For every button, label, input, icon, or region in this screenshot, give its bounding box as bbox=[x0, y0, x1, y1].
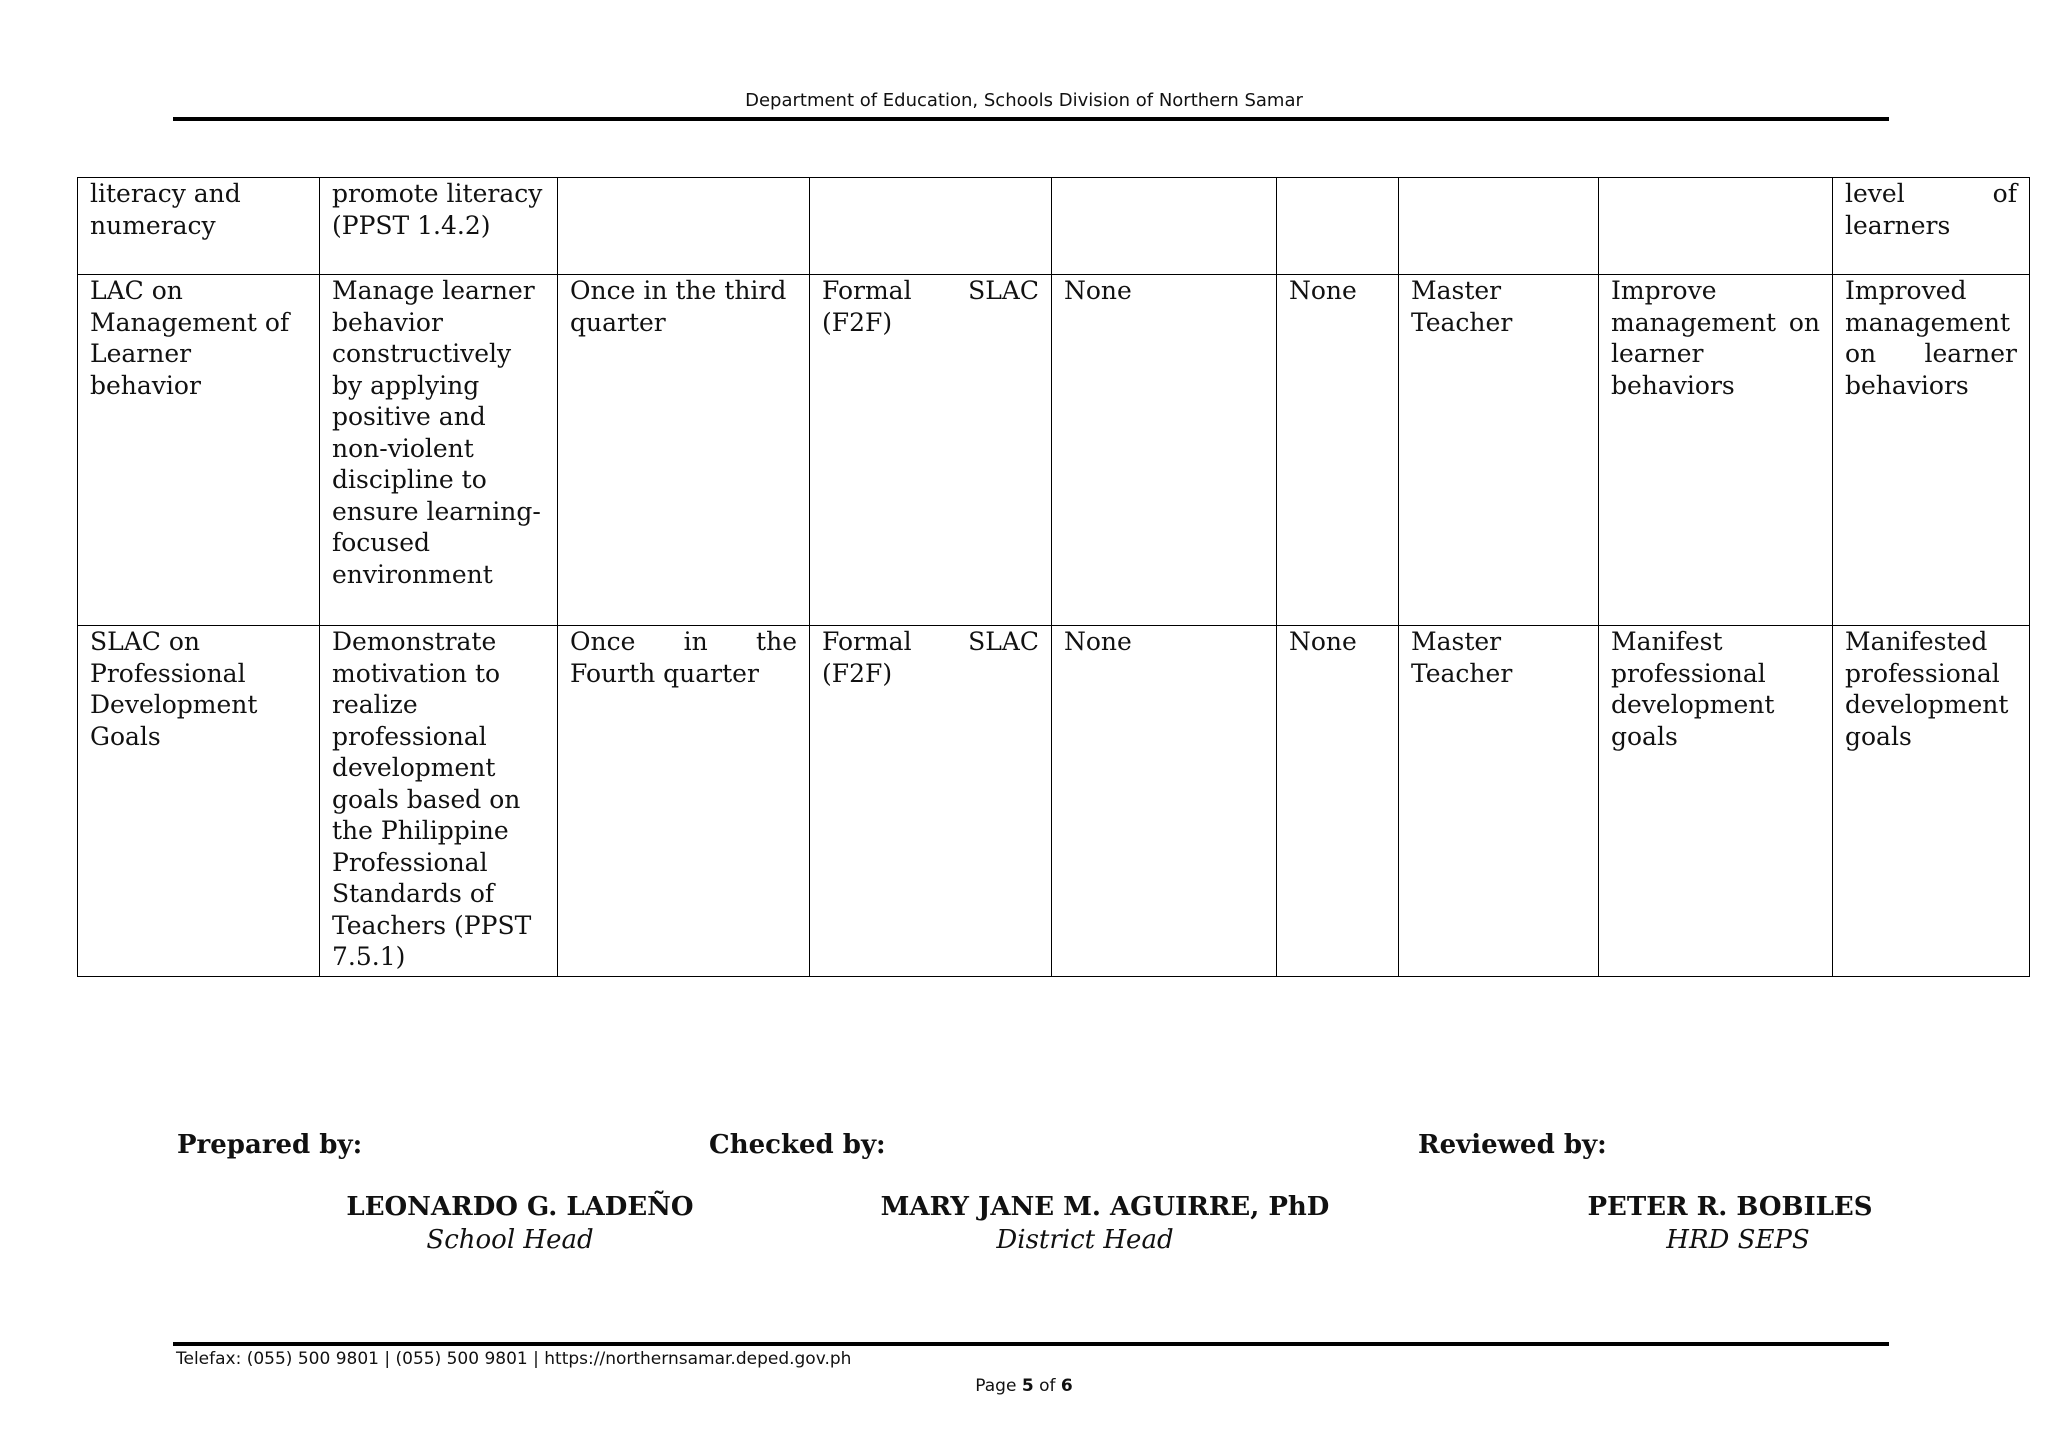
checked-by-name: MARY JANE M. AGUIRRE, PhD bbox=[880, 1192, 1330, 1222]
checked-by-title: District Head bbox=[996, 1225, 1174, 1255]
cell-line: learners bbox=[1845, 210, 1951, 240]
reviewed-by-title: HRD SEPS bbox=[1666, 1225, 1810, 1255]
table-cell bbox=[558, 178, 810, 275]
prepared-by-title: School Head bbox=[426, 1225, 594, 1255]
table-cell bbox=[810, 626, 1052, 977]
table-row bbox=[78, 178, 2030, 275]
table-cell: Master Teacher bbox=[1399, 626, 1599, 977]
table-row bbox=[78, 275, 2030, 626]
cell-line: Once in the bbox=[570, 627, 797, 656]
table-cell bbox=[1399, 178, 1599, 275]
table-cell: Manifested professional development goals bbox=[1833, 626, 2030, 977]
page-header: Department of Education, Schools Division of Northern Samar bbox=[745, 90, 1303, 111]
page-total: 6 bbox=[1060, 1376, 1073, 1396]
cell-line: Fourth quarter bbox=[570, 658, 759, 688]
table-cell: SLAC on Professional Development Goals bbox=[78, 626, 320, 977]
table-cell: Improve management on learner behaviors bbox=[1599, 275, 1833, 626]
table-cell bbox=[810, 178, 1052, 275]
table-cell: None bbox=[1277, 275, 1399, 626]
table-cell bbox=[1277, 178, 1399, 275]
table-cell: Once in the third quarter bbox=[558, 275, 810, 626]
page-prefix: Page bbox=[975, 1376, 1017, 1396]
table-cell bbox=[1052, 178, 1277, 275]
checked-by-label: Checked by: bbox=[709, 1130, 886, 1160]
table-cell: literacy and numeracy bbox=[78, 178, 320, 275]
table-cell: promote literacy (PPST 1.4.2) bbox=[320, 178, 558, 275]
page-of: of bbox=[1039, 1376, 1056, 1396]
cell-line: Formal SLAC bbox=[822, 276, 1039, 305]
table-cell: None bbox=[1052, 626, 1277, 977]
page-current: 5 bbox=[1021, 1376, 1034, 1396]
cell-line: level of bbox=[1845, 179, 2017, 208]
table-cell bbox=[810, 275, 1052, 626]
prepared-by-label: Prepared by: bbox=[177, 1130, 363, 1160]
header-divider bbox=[173, 117, 1889, 121]
table-cell: Demonstrate motivation to realize professional development goals based on the Philippine Professional Standards of Teachers (PPST 7.5.1) bbox=[320, 626, 558, 977]
page-number bbox=[0, 1376, 2048, 1396]
table-cell: Manage learner behavior constructively by applying positive and non-violent discipline to ensure learning-focused environment bbox=[320, 275, 558, 626]
table-cell: None bbox=[1277, 626, 1399, 977]
table-cell: Improved management on learner behaviors bbox=[1833, 275, 2030, 626]
prepared-by-name: LEONARDO G. LADEÑO bbox=[346, 1192, 694, 1222]
table-cell: Manifest professional development goals bbox=[1599, 626, 1833, 977]
table-row bbox=[78, 626, 2030, 977]
cell-line: (F2F) bbox=[822, 658, 893, 688]
table-cell: LAC on Management of Learner behavior bbox=[78, 275, 320, 626]
footer-divider bbox=[173, 1342, 1889, 1346]
table-cell: Master Teacher bbox=[1399, 275, 1599, 626]
training-plan-table bbox=[77, 177, 2030, 977]
reviewed-by-name: PETER R. BOBILES bbox=[1587, 1192, 1873, 1222]
table-cell: None bbox=[1052, 275, 1277, 626]
table-cell bbox=[1833, 178, 2030, 275]
footer-contact: Telefax: (055) 500 9801 | (055) 500 9801 | https://northernsamar.deped.gov.ph bbox=[176, 1349, 852, 1369]
cell-line: Formal SLAC bbox=[822, 627, 1039, 656]
reviewed-by-label: Reviewed by: bbox=[1418, 1130, 1607, 1160]
table-cell bbox=[1599, 178, 1833, 275]
cell-line: (F2F) bbox=[822, 307, 893, 337]
table-cell bbox=[558, 626, 810, 977]
